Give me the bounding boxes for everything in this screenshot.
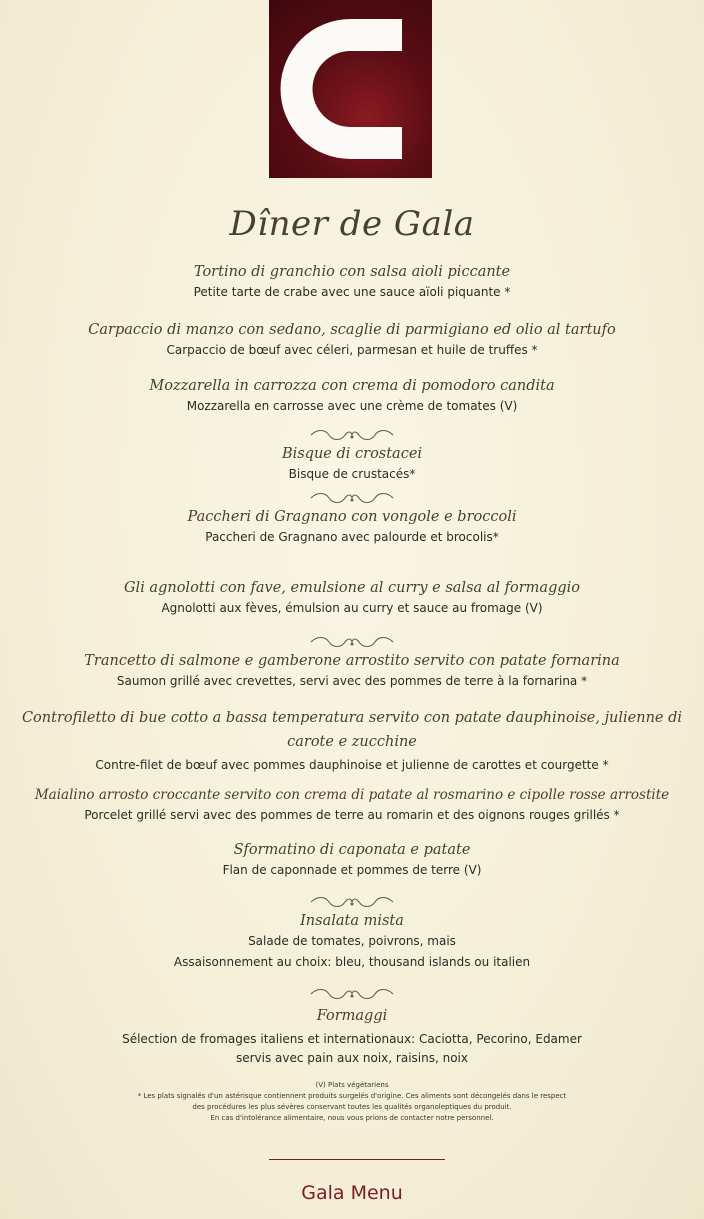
dish-french: Petite tarte de crabe avec une sauce aïoli piquante * <box>193 285 511 299</box>
dish-french: Mozzarella en carrosse avec une crème de tomates (V) <box>186 399 518 413</box>
dish-italian: Paccheri di Gragnano con vongole e broccoli <box>187 509 517 525</box>
dish-item <box>0 1006 704 1068</box>
dish-italian: Insalata mista <box>300 913 404 929</box>
dish-italian: Maialino arrosto croccante servito con crema di patate al rosmarino e cipolle rosse arrostite <box>34 787 670 803</box>
dish-item <box>10 706 694 775</box>
dish-french: Paccheri de Gragnano avec palourde et brocolis* <box>205 530 499 544</box>
dish-french: Porcelet grillé servi avec des pommes de terre au romarin et des oignons rouges grillés * <box>84 808 620 822</box>
dish-french-extra: Assaisonnement au choix: bleu, thousand islands ou italien <box>173 955 531 969</box>
dish-french: Contre-filet de bœuf avec pommes dauphinoise et julienne de carottes et courgette * <box>95 758 609 772</box>
ornament-divider-icon <box>307 988 397 1000</box>
ornament-divider-icon <box>307 636 397 648</box>
dish-item <box>0 578 704 618</box>
intolerance-note: En cas d'intolérance alimentaire, nous vous prions de contacter notre personnel. <box>210 1114 494 1122</box>
ornament-divider-icon <box>307 492 397 504</box>
dish-french: Salade de tomates, poivrons, mais <box>248 934 456 948</box>
vegetarian-note: (V) Plats végétariens <box>315 1081 389 1089</box>
ornament-divider-icon <box>307 896 397 908</box>
dish-item <box>0 320 704 360</box>
dish-italian: Mozzarella in carrozza con crema di pomodoro candita <box>149 378 555 394</box>
dish-italian: Tortino di granchio con salsa aioli piccante <box>193 264 511 280</box>
dish-french: Saumon grillé avec crevettes, servi avec des pommes de terre à la fornarina * <box>116 674 588 688</box>
footer-divider <box>269 1159 445 1160</box>
dish-italian: Formaggi <box>316 1008 388 1024</box>
frozen-note: * Les plats signalés d'un astérisque contiennent produits surgelés d'origine. Ces aliments sont décongelés dans le respect <box>137 1092 567 1100</box>
dish-italian: Trancetto di salmone e gamberone arrostito servito con patate fornarina <box>84 653 620 669</box>
dish-item <box>0 651 704 691</box>
dish-item <box>0 444 704 484</box>
dish-item <box>0 911 704 972</box>
dish-french: Sélection de fromages italiens et internationaux: Caciotta, Pecorino, Edamer <box>122 1032 582 1046</box>
ornament-divider-icon <box>307 429 397 441</box>
dish-italian: Sformatino di caponata e patate <box>233 842 471 858</box>
dish-italian: Carpaccio di manzo con sedano, scaglie di parmigiano ed olio al tartufo <box>88 322 616 338</box>
dish-french: Agnolotti aux fèves, émulsion au curry et sauce au fromage (V) <box>161 601 543 615</box>
dish-italian: Controfiletto di bue cotto a bassa temperatura servito con patate dauphinoise, julienne di carote e zucchine <box>21 710 683 750</box>
menu-title: Dîner de Gala <box>229 204 475 244</box>
dish-item <box>0 376 704 416</box>
dish-italian: Bisque di crostacei <box>281 446 423 462</box>
dish-french: Bisque de crustacés* <box>288 467 416 481</box>
cruise-logo <box>269 0 432 178</box>
footer-title: Gala Menu <box>301 1182 403 1204</box>
dish-item <box>0 507 704 547</box>
dish-french-extra: servis avec pain aux noix, raisins, noix <box>235 1051 468 1065</box>
c-letter-icon <box>269 0 432 178</box>
dish-item <box>0 785 704 825</box>
footnotes <box>0 1080 704 1124</box>
frozen-note-cont: des procédures les plus sévères conservant toutes les qualités organoleptiques du produit. <box>192 1103 512 1111</box>
dish-french: Carpaccio de bœuf avec céleri, parmesan et huile de truffes * <box>166 343 538 357</box>
dish-item <box>0 840 704 880</box>
dish-italian: Gli agnolotti con fave, emulsione al curry e salsa al formaggio <box>123 580 581 596</box>
dish-item <box>0 262 704 302</box>
dish-french: Flan de caponnade et pommes de terre (V) <box>222 863 482 877</box>
